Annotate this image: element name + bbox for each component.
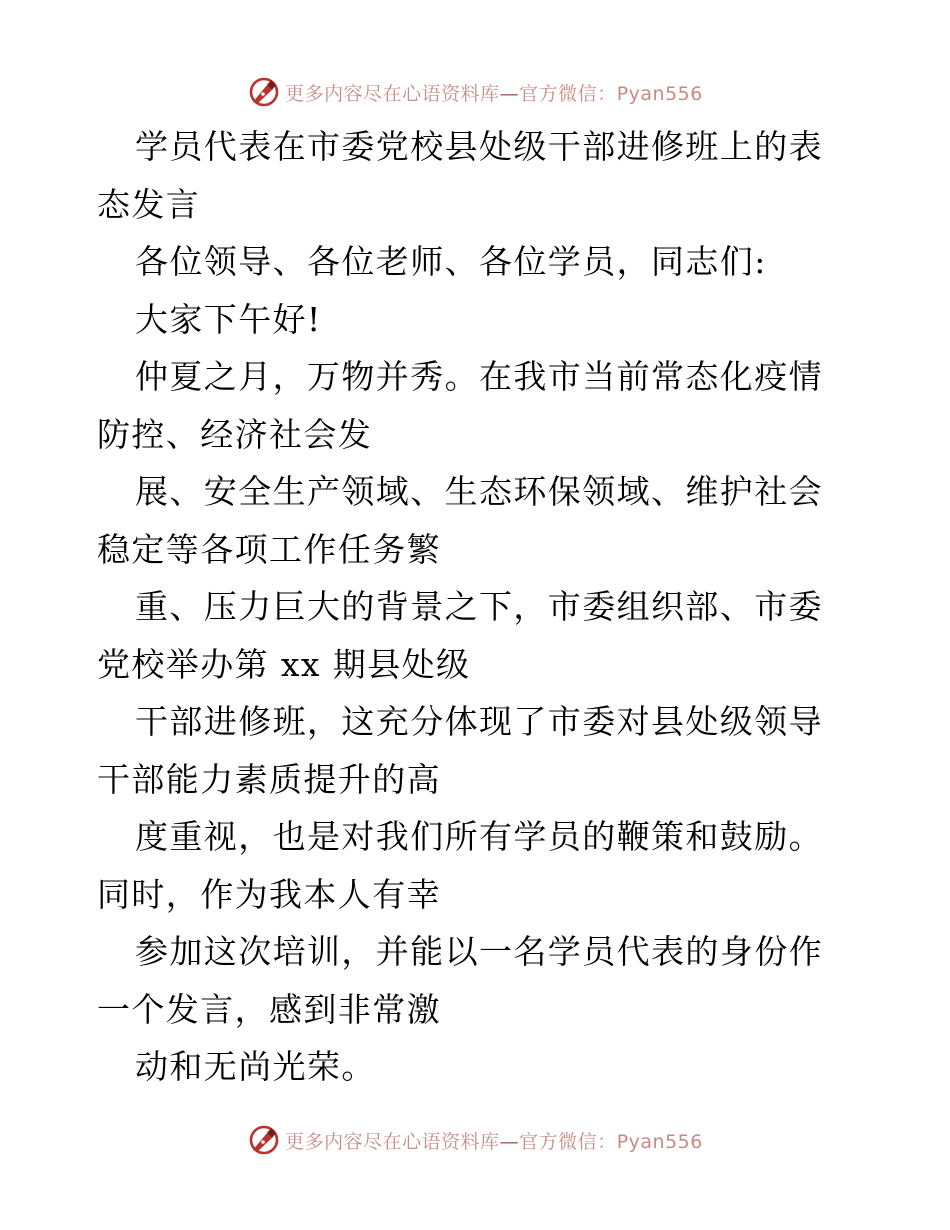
salutation: 各位领导、各位老师、各位学员，同志们: (135, 242, 767, 281)
paragraph-line: 度重视，也是对我们所有学员的鞭策和鼓励。同时，作为我本人有幸 (97, 817, 823, 914)
document-title: 学员代表在市委党校县处级干部进修班上的表态发言 (97, 127, 823, 224)
document-body (97, 118, 853, 1096)
watermark-wechat-id: Pyan556 (616, 82, 703, 105)
pen-nib-logo-icon (247, 75, 281, 109)
watermark-wechat-id: Pyan556 (616, 1130, 703, 1153)
watermark-wechat-label: 官方微信： (519, 1130, 617, 1153)
watermark-text (285, 1127, 703, 1154)
paragraph-line: 干部进修班，这充分体现了市委对县处级领导干部能力素质提升的高 (97, 702, 823, 799)
greeting: 大家下午好! (135, 299, 322, 339)
watermark-site-name: 更多内容尽在心语资料库 (285, 1130, 500, 1153)
pen-nib-logo-icon (247, 1123, 281, 1157)
paragraph-line: 重、压力巨大的背景之下，市委组织部、市委党校举办第 xx 期县处级 (97, 587, 823, 684)
footer-watermark (0, 1120, 950, 1160)
watermark-wechat-label: 官方微信： (519, 82, 617, 105)
watermark-site-name: 更多内容尽在心语资料库 (285, 82, 500, 105)
paragraph-line: 仲夏之月，万物并秀。在我市当前常态化疫情防控、经济社会发 (97, 357, 823, 454)
header-watermark (0, 72, 950, 112)
watermark-separator: — (499, 82, 520, 105)
paragraph-line: 动和无尚光荣。 (135, 1047, 376, 1086)
paragraph-line: 参加这次培训，并能以一名学员代表的身份作一个发言，感到非常激 (97, 932, 823, 1029)
watermark-separator: — (499, 1130, 520, 1153)
paragraph-line: 展、安全生产领域、生态环保领域、维护社会稳定等各项工作任务繁 (97, 472, 823, 569)
watermark-text (285, 79, 703, 106)
